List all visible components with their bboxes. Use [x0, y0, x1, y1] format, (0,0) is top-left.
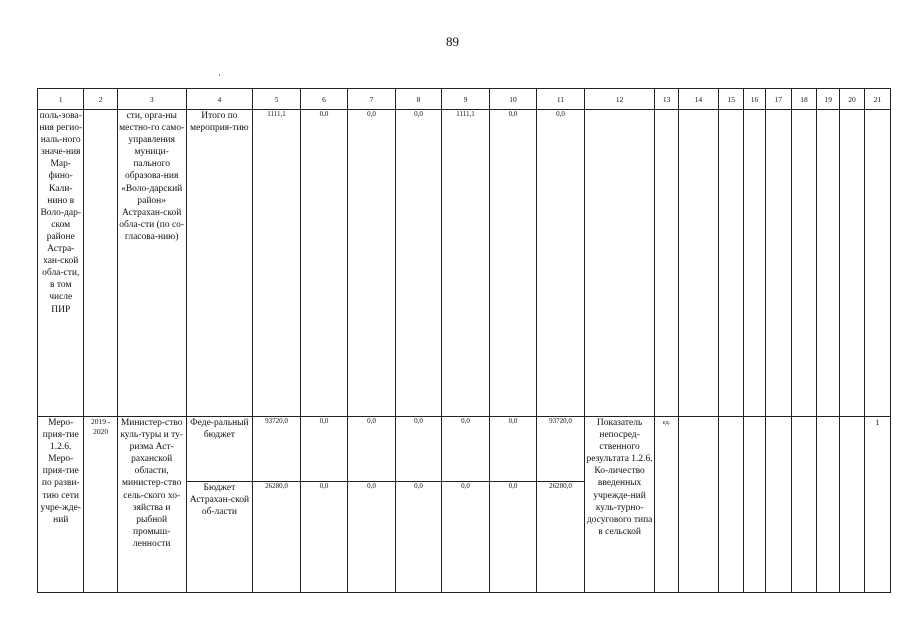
value-cell: [744, 110, 765, 417]
header-cell: 9: [442, 89, 490, 110]
amount-cell: 0,0: [395, 110, 441, 417]
value-cell: [840, 110, 864, 417]
funding-source-label: Итого по мероприя-тию: [190, 111, 249, 134]
indicator-cell: Показатель непосред-ственного результата 1.2.6. Ко-личество введенных учрежде-ний куль-турно-досугового типа в сельской: [584, 417, 655, 593]
header-cell: 13: [655, 89, 678, 110]
value-cell: [719, 417, 744, 593]
header-cell: 16: [744, 89, 765, 110]
header-cell: 21: [864, 89, 890, 110]
amount-cell: 0,0: [348, 417, 396, 482]
header-cell: 12: [584, 89, 655, 110]
indicator-cell: [584, 110, 655, 417]
header-cell: 20: [840, 89, 864, 110]
header-cell: 5: [253, 89, 301, 110]
amount-cell: 0,0: [300, 482, 348, 593]
value-cell: [840, 417, 864, 593]
header-row: [38, 89, 891, 110]
value-cell: [791, 417, 816, 593]
amount-cell: 0,0: [348, 110, 396, 417]
amount-cell: 1111,1: [442, 110, 490, 417]
amount-cell: 26280,0: [537, 482, 585, 593]
header-cell: 1: [38, 89, 84, 110]
executor-cell: Министер-ство куль-туры и ту-ризма Аст-раханской области, министер-ство сель-ского хо-зяйства и рыбной промыш-ленности: [117, 417, 186, 593]
amount-cell: 26280,0: [253, 482, 301, 593]
amount-cell: 0,0: [442, 482, 490, 593]
program-table: [37, 71, 891, 593]
value-cell: [765, 110, 791, 417]
header-cell: 3: [117, 89, 186, 110]
header-cell: 14: [678, 89, 718, 110]
value-cell: [744, 417, 765, 593]
value-cell: [678, 110, 718, 417]
amount-cell: 93720,0: [253, 417, 301, 482]
funding-source-cell: Бюджет Астрахан-ской об-ласти: [186, 482, 253, 593]
value-cell: [864, 110, 890, 417]
value-cell: [791, 110, 816, 417]
header-cell: 18: [791, 89, 816, 110]
amount-cell: 0,0: [300, 417, 348, 482]
amount-cell: 0,0: [442, 417, 490, 482]
value-cell: [765, 417, 791, 593]
header-cell: 11: [537, 89, 585, 110]
amount-cell: 0,0: [348, 482, 396, 593]
value-cell: [678, 417, 718, 593]
table-row: [38, 417, 891, 482]
executor-cell: сти, орга-ны местно-го само-управления муници-пального образова-ния «Воло-дарский район» Астрахан-ской обла-сти (по со-гласова-нию): [117, 110, 186, 417]
amount-cell: 93720,0: [537, 417, 585, 482]
value-cell: 1: [864, 417, 890, 593]
header-cell: 10: [489, 89, 537, 110]
header-cell: 4: [186, 89, 253, 110]
period-cell: [84, 110, 117, 417]
amount-cell: 0,0: [395, 417, 441, 482]
stray-mark: ·: [217, 71, 221, 81]
amount-cell: 0,0: [489, 110, 537, 417]
unit-cell: ед.: [655, 417, 678, 593]
amount-cell: 0,0: [300, 110, 348, 417]
header-cell: 7: [348, 89, 396, 110]
header-cell: 2: [84, 89, 117, 110]
amount-cell: 0,0: [537, 110, 585, 417]
header-cell: 8: [395, 89, 441, 110]
event-name-cell: поль-зова-ния регио-наль-ного значе-ния Мар-фино-Кали-нино в Воло-дар-ском районе Астра-хан-ской обла-сти, в том числе ПИР: [38, 110, 84, 417]
value-cell: [719, 110, 744, 417]
value-cell: [817, 110, 840, 417]
period-cell: 2019 - 2020: [84, 417, 117, 593]
amount-cell: 0,0: [489, 482, 537, 593]
amount-cell: 0,0: [395, 482, 441, 593]
amount-cell: 1111,1: [253, 110, 301, 417]
header-cell: 15: [719, 89, 744, 110]
amount-cell: 0,0: [489, 417, 537, 482]
table-row: [38, 110, 891, 417]
funding-source-cell: Феде-ральный бюджет: [186, 417, 253, 482]
header-cell: 17: [765, 89, 791, 110]
value-cell: [817, 417, 840, 593]
header-cell: 19: [817, 89, 840, 110]
page-number: 89: [446, 34, 459, 49]
event-name-cell: Меро-прия-тие 1.2.6. Меро-прия-тие по разви-тию сети учре-жде-ний: [38, 417, 84, 593]
header-cell: 6: [300, 89, 348, 110]
funding-source-cell: [186, 71, 253, 417]
unit-cell: [655, 110, 678, 417]
